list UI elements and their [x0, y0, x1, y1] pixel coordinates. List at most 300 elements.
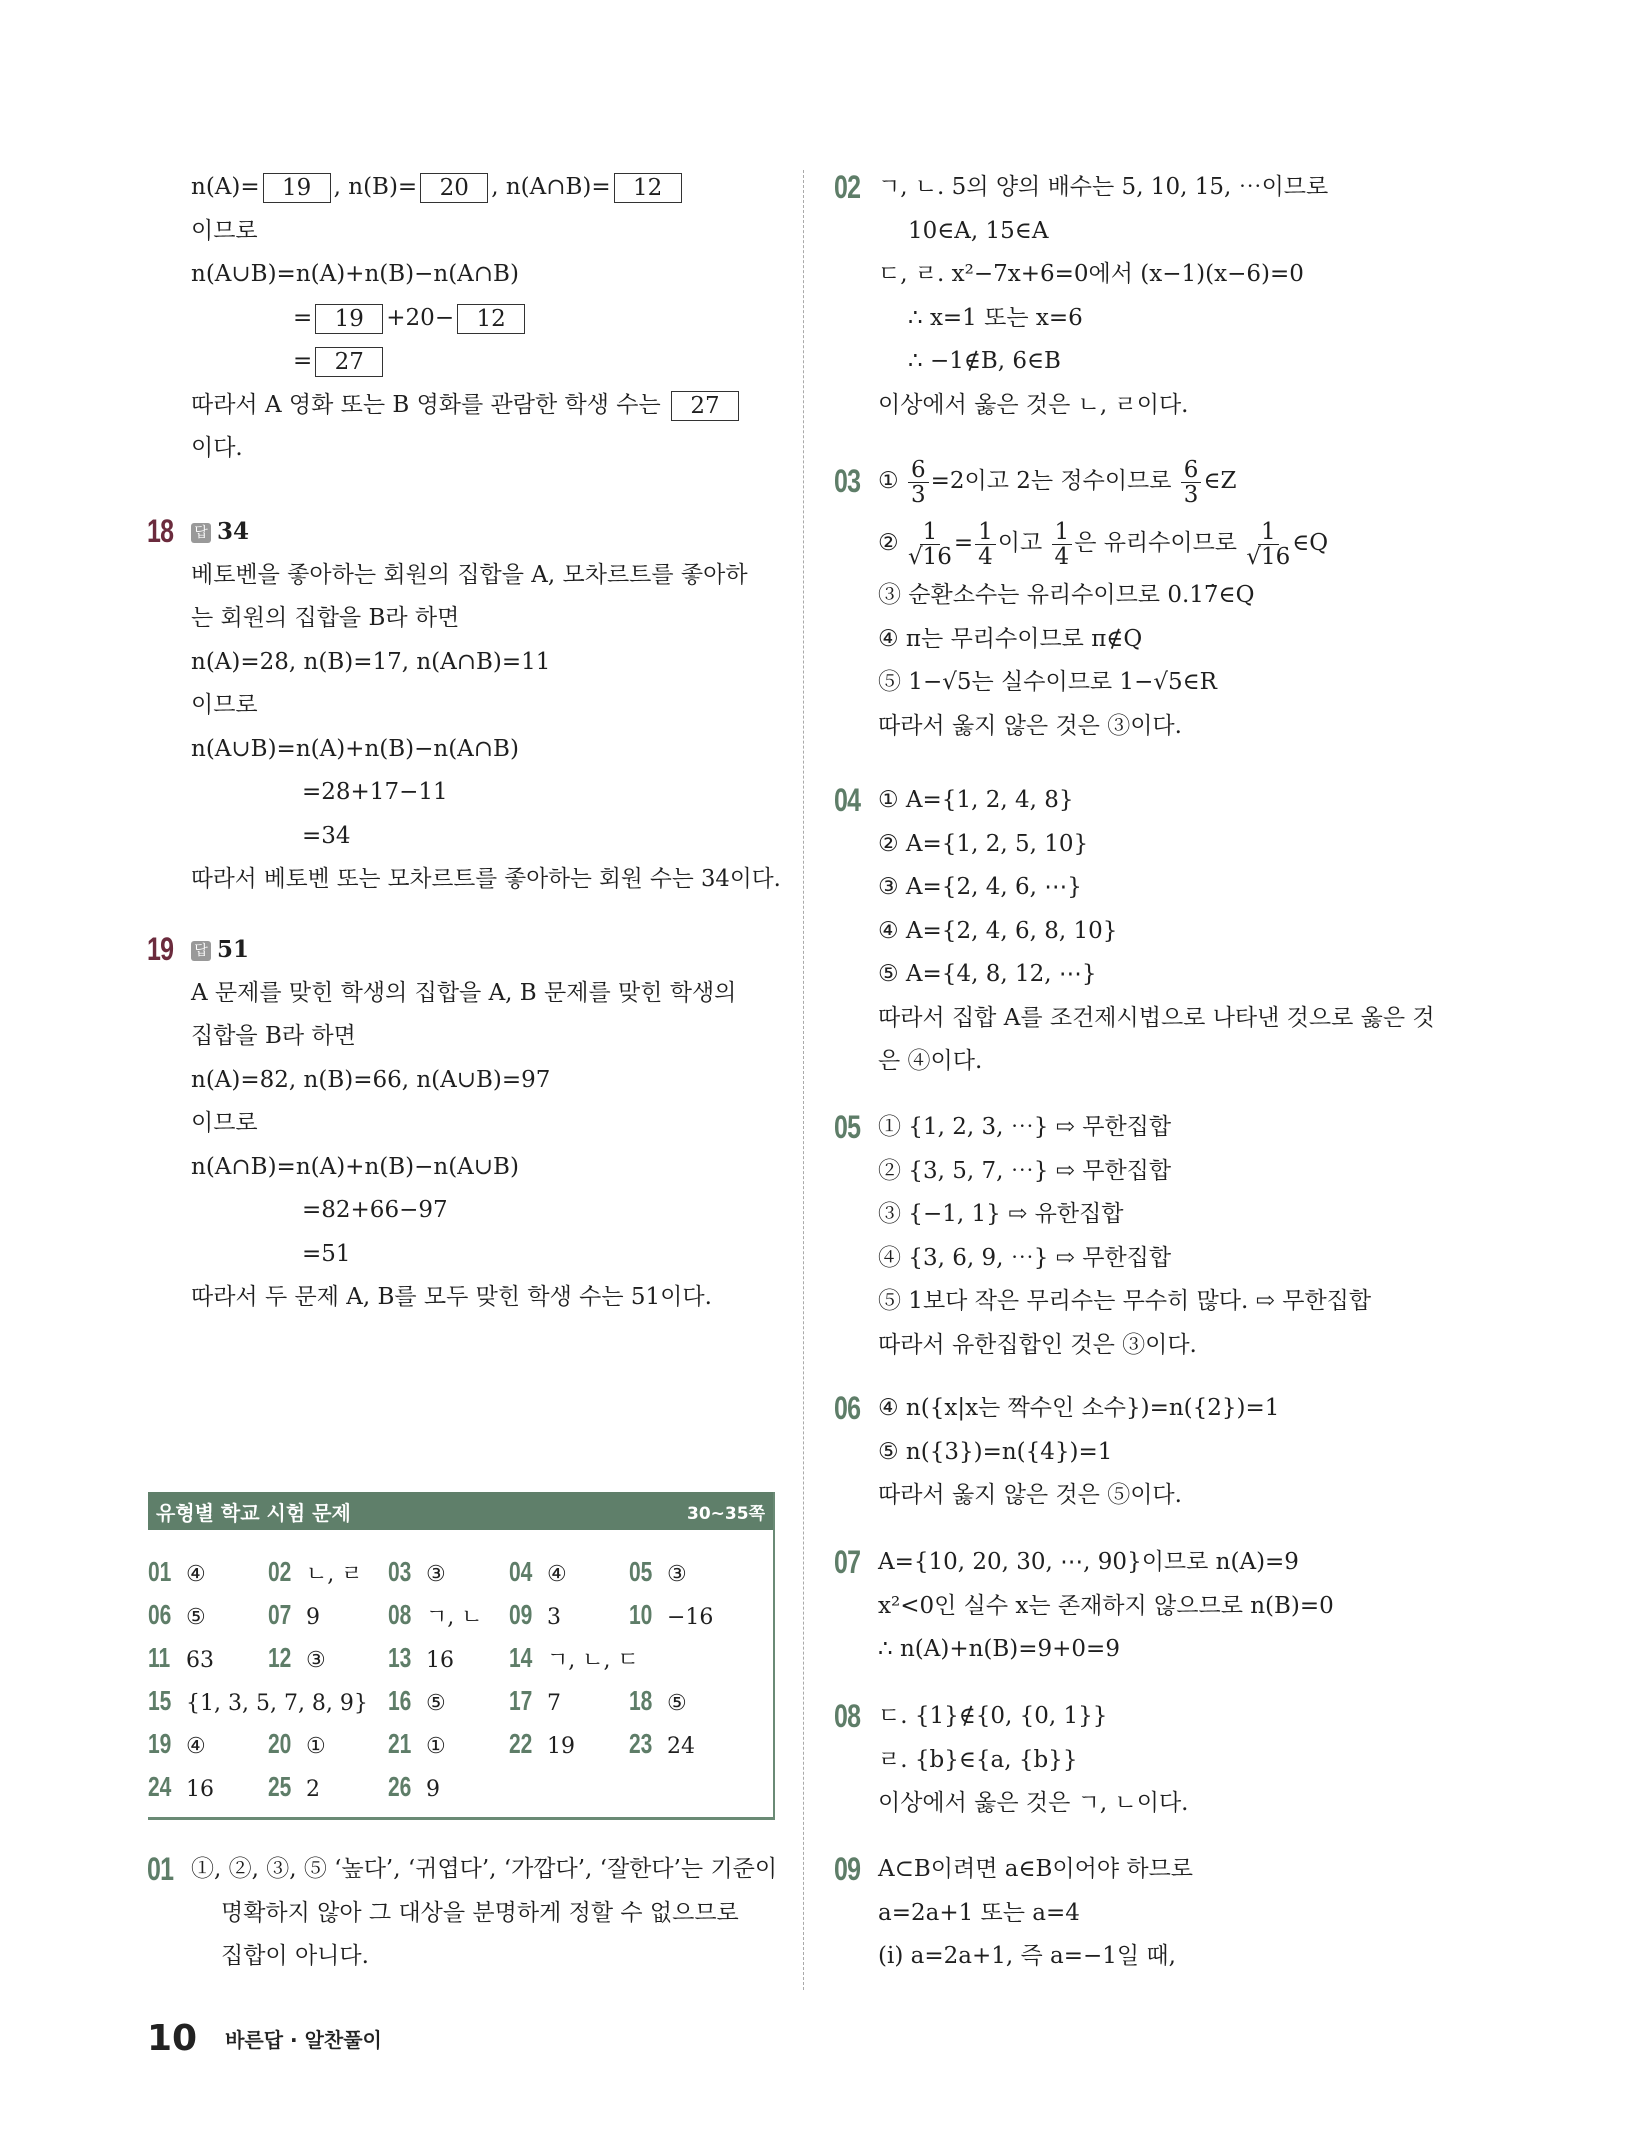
line-content [878, 997, 1435, 1041]
solution-line [191, 1233, 781, 1277]
line-content [878, 1628, 1120, 1672]
answer-item-value: ⑤ [186, 1605, 206, 1630]
fraction [1052, 520, 1073, 569]
answer-item-number: 22 [509, 1728, 533, 1759]
intro-solution [191, 166, 781, 471]
answer-item [388, 1679, 446, 1722]
solution-line [191, 554, 781, 598]
solution-line [878, 1324, 1478, 1368]
solution-line [878, 1935, 1478, 1979]
text-run: ⑤ A={4, 8, 12, ⋯} [878, 961, 1097, 987]
solution-line [191, 972, 781, 1016]
book-title: 바른답 · 알찬풀이 [225, 2028, 382, 2052]
answer-item-content [509, 1550, 567, 1596]
line-content [878, 1193, 1124, 1237]
text-run: 따라서 옳지 않은 것은 ⑤이다. [878, 1482, 1182, 1508]
text-run: 10∈A, 15∈A [908, 217, 1049, 244]
answer-blank-box: 20 [420, 173, 488, 203]
answer-item-number: 18 [629, 1685, 653, 1716]
line-content [878, 661, 1217, 705]
answer-item-number: 24 [148, 1771, 172, 1802]
text-run: ② [878, 530, 906, 556]
numerator: 1 [1258, 520, 1279, 545]
text-run: =34 [302, 822, 351, 849]
answer-item [629, 1593, 713, 1636]
text-run: n(A∪B)=n(A)+n(B)−n(A∩B) [191, 261, 519, 287]
line-content [878, 1892, 1080, 1936]
text-run: = [293, 304, 313, 331]
text-run: =82+66−97 [302, 1197, 448, 1223]
answer-badge-icon: 답 [191, 941, 211, 961]
text-run: ∴ x=1 또는 x=6 [908, 304, 1083, 331]
line-content [878, 1848, 1193, 1892]
text-run: 은 ④이다. [878, 1048, 983, 1074]
solution-line [191, 340, 781, 384]
problem-09-solution [834, 1848, 1478, 1979]
text-run: ④ n({x|x는 짝수인 소수})=n({2})=1 [878, 1395, 1280, 1421]
line-content [878, 1474, 1182, 1518]
text-run: 베토벤을 좋아하는 회원의 집합을 A, 모차르트를 좋아하 [191, 561, 748, 588]
denominator: √16 [907, 543, 952, 570]
problem-07-solution [834, 1541, 1478, 1672]
line-content [293, 297, 528, 341]
answer-item-number: 14 [509, 1642, 533, 1673]
line-content [191, 597, 459, 641]
solution-line [834, 779, 1478, 823]
text-run: n(A∪B)=n(A)+n(B)−n(A∩B) [191, 735, 519, 762]
answer-item [509, 1679, 561, 1722]
line-content [878, 1739, 1077, 1783]
line-content [191, 1015, 356, 1059]
problem-03-solution [834, 450, 1478, 748]
text-run: 이므로 [191, 217, 258, 244]
answer-item-number: 05 [629, 1556, 653, 1587]
solution-line [191, 1892, 781, 1936]
answer-item-value: 2 [306, 1777, 320, 1802]
line-content [908, 210, 1048, 254]
text-run: 이상에서 옳은 것은 ㄴ, ㄹ이다. [878, 391, 1189, 418]
answer-item-content [268, 1722, 326, 1768]
column-divider [803, 170, 804, 1990]
answer-item-content [148, 1550, 206, 1596]
line-content [878, 1106, 1171, 1150]
solution-line [191, 297, 781, 341]
text-run: ㄹ. {b}∈{a, {b}} [878, 1746, 1078, 1773]
answer-item-number: 09 [509, 1599, 533, 1630]
answer-item-content [629, 1722, 695, 1768]
text-run: ① A={1, 2, 4, 8} [878, 787, 1074, 813]
solution-line [878, 823, 1478, 867]
text-run: x²<0인 실수 x는 존재하지 않으므로 n(B)=0 [878, 1592, 1334, 1619]
text-run: 이므로 [191, 692, 258, 718]
problem-05-solution [834, 1106, 1478, 1367]
line-content [221, 1935, 369, 1979]
solution-line [191, 1276, 781, 1320]
solution-line [878, 1628, 1478, 1672]
text-run: ∈Q [1292, 530, 1329, 556]
answer-item-value: 16 [426, 1648, 454, 1673]
text-run: 이상에서 옳은 것은 ㄱ, ㄴ이다. [878, 1790, 1189, 1816]
answer-item-value: 7 [547, 1691, 561, 1716]
answer-item [388, 1593, 483, 1636]
answer-item-number: 13 [388, 1642, 412, 1673]
text-run: 따라서 집합 A를 조건제시법으로 나타낸 것으로 옳은 것 [878, 1004, 1435, 1031]
text-run: = [953, 530, 974, 556]
line-content [878, 823, 1088, 867]
line-content [878, 705, 1182, 749]
solution-line [191, 1189, 781, 1233]
fraction [975, 520, 996, 569]
line-content [878, 1541, 1299, 1585]
answer-table [148, 1492, 775, 1820]
text-run: ∈Z [1203, 468, 1237, 494]
line-content [908, 340, 1061, 384]
solution-line [878, 1040, 1478, 1084]
problem-number: 08 [834, 1698, 861, 1734]
problem-08-solution [834, 1695, 1478, 1826]
denominator: √16 [1246, 543, 1291, 570]
line-content [878, 1935, 1176, 1979]
text-run: A⊂B이려면 a∈B이어야 하므로 [878, 1856, 1194, 1882]
solution-line [191, 210, 781, 254]
line-content [191, 384, 742, 428]
problem-number: 18 [147, 513, 174, 549]
problem-19-solution [147, 928, 781, 1320]
solution-line [878, 1237, 1478, 1281]
text-run: n(A)=28, n(B)=17, n(A∩B)=11 [191, 648, 551, 675]
answer-blank-box: 12 [457, 304, 525, 334]
line-content [878, 1782, 1188, 1826]
solution-line [878, 866, 1478, 910]
text-run: A 문제를 맞힌 학생의 집합을 A, B 문제를 맞힌 학생의 [191, 979, 737, 1006]
solution-line [878, 910, 1478, 954]
line-content [878, 574, 1254, 618]
answer-item-number: 26 [388, 1771, 412, 1802]
problem-number: 04 [834, 782, 861, 818]
text-run: , n(A∩B)= [491, 174, 611, 200]
problem-06-solution [834, 1387, 1478, 1518]
answer-item-value: 63 [186, 1648, 214, 1673]
text-run: ∴ n(A)+n(B)=9+0=9 [878, 1636, 1120, 1662]
line-content [878, 779, 1073, 823]
solution-line [878, 340, 1478, 384]
solution-line [191, 253, 781, 297]
line-content [191, 1276, 712, 1320]
answer-item-content [148, 1679, 368, 1725]
line-content [878, 618, 1142, 662]
answer-table-pages: 30~35쪽 [687, 1503, 765, 1524]
text-run: ③ 순환소수는 유리수이므로 0.17̇∈Q [878, 582, 1255, 608]
answer-item-number: 10 [629, 1599, 653, 1630]
answer-item-value: {1, 3, 5, 7, 8, 9} [186, 1691, 368, 1716]
text-run: (i) a=2a+1, 즉 a=−1일 때, [878, 1943, 1176, 1969]
problem-number: 19 [147, 931, 174, 967]
answer-item [388, 1765, 440, 1808]
answer-item [268, 1550, 363, 1593]
answer-item [509, 1722, 575, 1765]
problem-number: 09 [834, 1851, 861, 1887]
answer-item [268, 1722, 326, 1765]
denominator: 4 [978, 543, 993, 570]
answer-item [148, 1636, 214, 1679]
page-number: 10 [147, 2018, 198, 2059]
answer-item [509, 1593, 561, 1636]
problem-02-solution [834, 166, 1478, 427]
text-run: 이므로 [191, 1110, 258, 1136]
line-content [878, 1237, 1171, 1281]
line-content [878, 1387, 1279, 1431]
text-run: n(A)= [191, 174, 260, 200]
denominator: 4 [1054, 543, 1070, 570]
answer-item-number: 20 [268, 1728, 292, 1759]
text-run: = [293, 348, 313, 374]
numerator: 1 [1052, 520, 1073, 545]
answer-item-content [509, 1636, 639, 1682]
answer-table-title: 유형별 학교 시험 문제 [156, 1500, 351, 1525]
line-content [191, 427, 243, 471]
answer-item-value: ① [426, 1734, 446, 1759]
solution-line [834, 166, 1478, 210]
denominator: 3 [910, 481, 926, 508]
text-run: ㄷ. {1}∉{0, {0, 1}} [878, 1703, 1108, 1729]
text-run: ㄱ, ㄴ. 5의 양의 배수는 5, 10, 15, ⋯이므로 [878, 174, 1329, 200]
line-content [293, 340, 386, 384]
answer-value: 51 [217, 936, 250, 963]
line-content [878, 1585, 1334, 1629]
answer-item-number: 25 [268, 1771, 292, 1802]
problem-number: 07 [834, 1544, 861, 1580]
solution-line [878, 253, 1478, 297]
line-content [878, 910, 1117, 954]
answer-item-number: 16 [388, 1685, 412, 1716]
answer-item-value: ③ [426, 1562, 446, 1587]
text-run: A={10, 20, 30, ⋯, 90}이므로 n(A)=9 [878, 1549, 1299, 1575]
answer-item-content [388, 1722, 446, 1768]
text-run: ⑤ n({3})=n({4})=1 [878, 1438, 1113, 1465]
answer-item [509, 1636, 639, 1679]
fraction [1181, 458, 1202, 507]
text-run: =51 [302, 1240, 351, 1267]
text-run: 명확하지 않아 그 대상을 분명하게 정할 수 없으므로 [221, 1899, 739, 1926]
solution-line [878, 705, 1478, 749]
solution-line [878, 1585, 1478, 1629]
line-content [191, 1146, 519, 1190]
page-footer [147, 2018, 382, 2059]
solution-line [191, 684, 781, 728]
line-content [878, 384, 1188, 428]
answer-item-value: 3 [547, 1605, 561, 1630]
fraction [908, 520, 952, 569]
numerator: 6 [1181, 458, 1202, 483]
solution-line [834, 1541, 1478, 1585]
text-run: +20− [386, 304, 455, 331]
answer-item-number: 15 [148, 1685, 172, 1716]
answer-item-value: 9 [426, 1777, 440, 1802]
text-run: ①, ②, ③, ⑤ ‘높다’, ‘귀엽다’, ‘가깝다’, ‘잘한다’는 기준이 [191, 1856, 778, 1882]
text-run: ① {1, 2, 3, ⋯} ⇨ 무한집합 [878, 1114, 1172, 1140]
solution-line [878, 1431, 1478, 1475]
answer-item [388, 1550, 446, 1593]
answer-item-value: 19 [547, 1734, 575, 1759]
answer-item-value: −16 [667, 1605, 714, 1630]
problem-number: 05 [834, 1109, 861, 1145]
answer-item-content [388, 1679, 446, 1725]
text-run: ⑤ 1보다 작은 무리수는 무수히 많다. ⇨ 무한집합 [878, 1288, 1372, 1314]
solution-line [191, 858, 781, 902]
line-content [878, 512, 1328, 574]
answer-item-number: 07 [268, 1599, 292, 1630]
solution-line [878, 1150, 1478, 1194]
solution-line [191, 1015, 781, 1059]
answer-item [629, 1722, 695, 1765]
problem-number: 02 [834, 169, 861, 205]
answer-item-value: ㄱ, ㄴ, ㄷ [547, 1648, 639, 1673]
answer-item-content [388, 1550, 446, 1596]
numerator: 1 [920, 520, 941, 545]
answer-header [147, 510, 781, 554]
text-run: 은 유리수이므로 [1074, 530, 1245, 556]
answer-item-value: ④ [547, 1562, 567, 1587]
text-run: 따라서 두 문제 A, B를 모두 맞힌 학생 수는 51이다. [191, 1284, 712, 1310]
solution-line [878, 1739, 1478, 1783]
answer-item [148, 1679, 368, 1722]
solution-line [878, 953, 1478, 997]
line-content [191, 210, 258, 254]
line-content [878, 953, 1096, 997]
line-content [878, 1695, 1107, 1739]
line-content [302, 1233, 351, 1277]
text-run: 집합을 B라 하면 [191, 1023, 356, 1049]
answer-item-content [388, 1765, 440, 1811]
text-run: a=2a+1 또는 a=4 [878, 1899, 1080, 1926]
solution-line [878, 210, 1478, 254]
fraction [908, 458, 929, 507]
line-content [191, 728, 519, 772]
answer-blank-box: 27 [671, 391, 739, 421]
text-run: ② {3, 5, 7, ⋯} ⇨ 무한집합 [878, 1157, 1172, 1184]
answer-item-number: 04 [509, 1556, 533, 1587]
answer-item-number: 12 [268, 1642, 292, 1673]
solution-line [191, 384, 781, 428]
line-content [878, 1280, 1371, 1324]
text-run: ⑤ 1−√5는 실수이므로 1−√5∈R [878, 669, 1217, 695]
text-run: ④ {3, 6, 9, ⋯} ⇨ 무한집합 [878, 1244, 1172, 1271]
answer-item [148, 1765, 214, 1808]
answer-item-content [148, 1765, 214, 1811]
answer-item-number: 08 [388, 1599, 412, 1630]
answer-item [148, 1722, 206, 1765]
answer-item-number: 02 [268, 1556, 292, 1587]
solution-line [834, 1695, 1478, 1739]
answer-item-value: ⑤ [426, 1691, 446, 1716]
line-content [302, 771, 448, 815]
solution-line [191, 166, 781, 210]
answer-item [388, 1636, 454, 1679]
text-run: ③ {−1, 1} ⇨ 유한집합 [878, 1201, 1124, 1227]
text-run: =2이고 2는 정수이므로 [930, 468, 1179, 494]
answer-item-value: ㄱ, ㄴ [426, 1605, 483, 1630]
solution-line [878, 1193, 1478, 1237]
text-run: 따라서 유한집합인 것은 ③이다. [878, 1331, 1197, 1358]
answer-item-value: ③ [306, 1648, 326, 1673]
answer-item-content [509, 1679, 561, 1725]
answer-item [509, 1550, 567, 1593]
answer-item-value: ① [306, 1734, 326, 1759]
solution-line [191, 597, 781, 641]
problem-04-solution [834, 779, 1478, 1084]
answer-item [629, 1550, 687, 1593]
solution-line [834, 1106, 1478, 1150]
line-content [878, 450, 1236, 512]
numerator: 6 [908, 458, 929, 483]
answer-item-content [388, 1636, 454, 1682]
line-content [191, 1059, 550, 1103]
text-run: ③ A={2, 4, 6, ⋯} [878, 874, 1082, 900]
answer-item-content [629, 1593, 713, 1639]
answer-item-value: ⑤ [667, 1691, 687, 1716]
answer-blank-box: 27 [315, 347, 383, 377]
line-content [191, 684, 258, 728]
solution-line [878, 1474, 1478, 1518]
denominator: 3 [1183, 481, 1199, 508]
answer-value: 34 [217, 518, 250, 545]
solution-line [191, 1102, 781, 1146]
answer-item-content [509, 1593, 561, 1639]
answer-item [388, 1722, 446, 1765]
problem-number: 03 [834, 463, 861, 499]
solution-line [191, 771, 781, 815]
solution-line [191, 1146, 781, 1190]
line-content [878, 1040, 982, 1084]
text-run: ㄷ, ㄹ. x²−7x+6=0에서 (x−1)(x−6)=0 [878, 261, 1304, 287]
text-run: n(A)=82, n(B)=66, n(A∪B)=97 [191, 1066, 551, 1093]
solution-line [878, 1280, 1478, 1324]
text-run: ② A={1, 2, 5, 10} [878, 830, 1089, 857]
answer-item-content [388, 1593, 483, 1639]
text-run: 따라서 옳지 않은 것은 ③이다. [878, 712, 1182, 739]
numerator: 1 [975, 520, 996, 545]
line-content [908, 297, 1083, 341]
answer-item-value: ③ [667, 1562, 687, 1587]
solution-line [834, 450, 1478, 512]
answer-item [629, 1679, 687, 1722]
text-run: 집합이 아니다. [221, 1943, 369, 1969]
answer-label [191, 519, 249, 545]
text-run: ④ π는 무리수이므로 π∉Q [878, 625, 1143, 652]
answer-item-content [268, 1550, 363, 1596]
problem-01-solution [147, 1848, 781, 1979]
answer-item-value: 16 [186, 1777, 214, 1802]
line-content [878, 1431, 1112, 1475]
answer-blank-box: 12 [614, 173, 682, 203]
solution-line [191, 815, 781, 859]
answer-item-number: 23 [629, 1728, 653, 1759]
solution-line [878, 1782, 1478, 1826]
line-content [191, 166, 685, 210]
line-content [878, 1324, 1197, 1368]
answer-item-content [148, 1636, 214, 1682]
solution-line [878, 297, 1478, 341]
line-content [191, 641, 550, 685]
answer-header [147, 928, 781, 972]
answer-label [191, 937, 249, 963]
line-content [302, 815, 351, 859]
line-content [191, 1848, 777, 1892]
line-content [878, 1150, 1171, 1194]
text-run: =28+17−11 [302, 779, 448, 805]
line-content [878, 866, 1082, 910]
answer-item-number: 19 [148, 1728, 172, 1759]
